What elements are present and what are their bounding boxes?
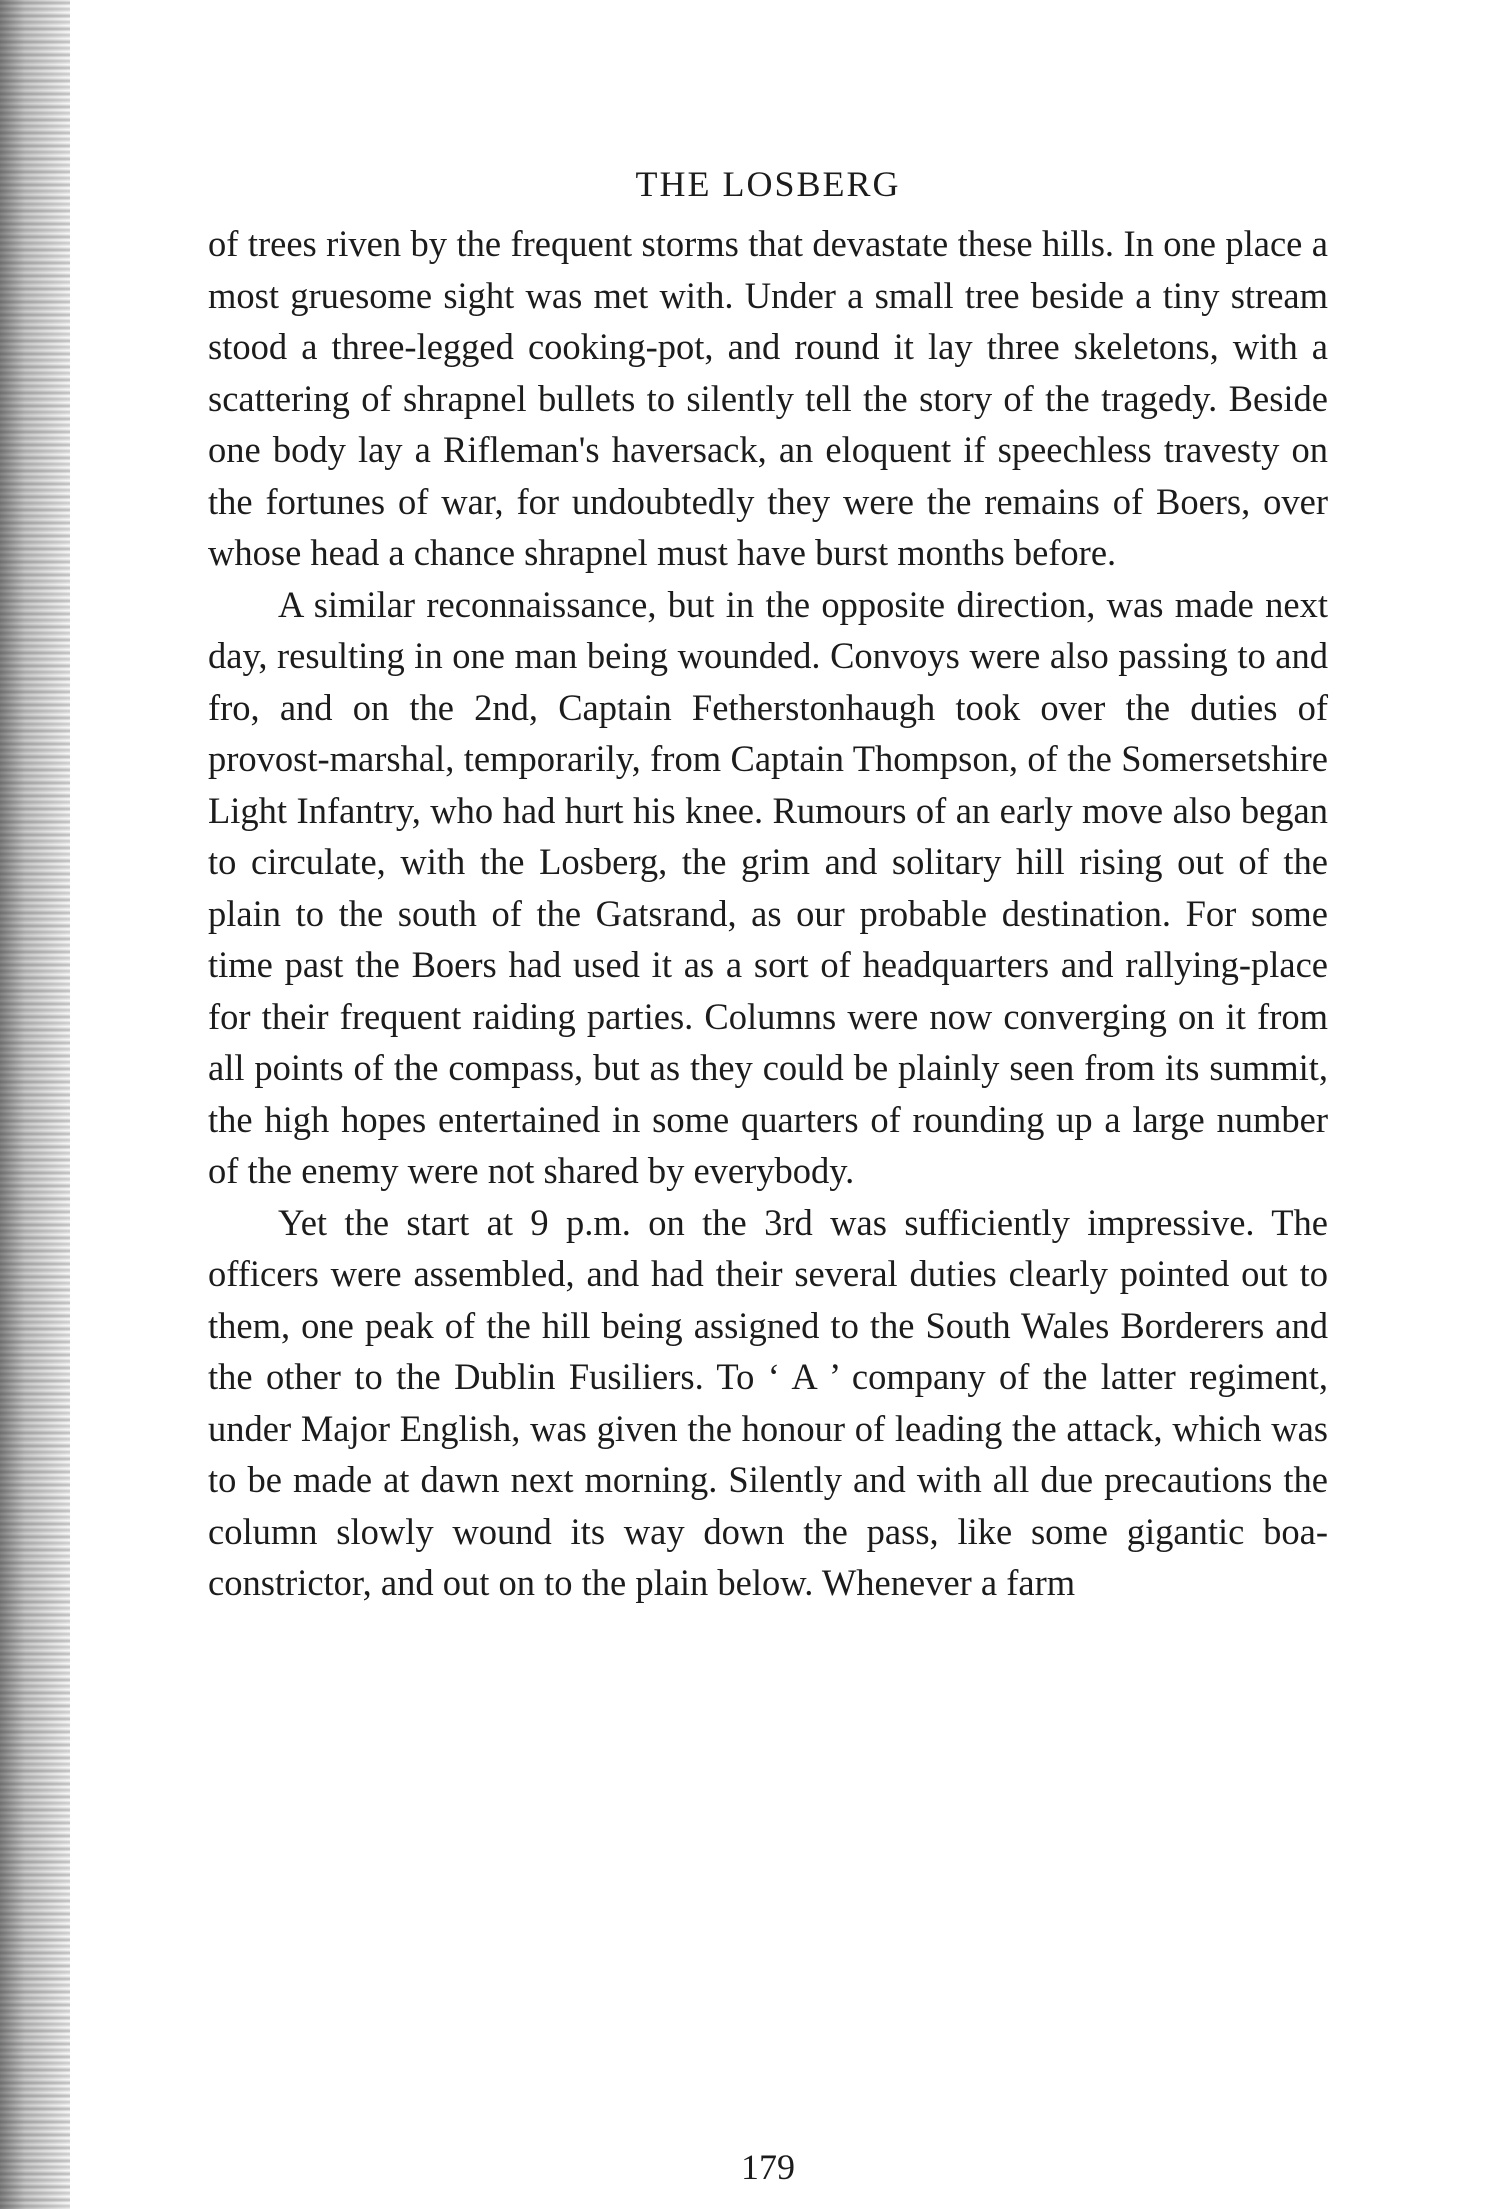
paragraph-continued: of trees riven by the frequent storms that devastate these hills. In one place a most gruesome sight was met with. Under a small tree beside a tiny stream stood a three-legged cooking-pot, and round it lay three skeletons, with a scattering of shrapnel bullets to silently tell the story of the tragedy. Beside one body lay a Rifleman's haversack, an eloquent if speechless travesty on the fortunes of war, for undoubtedly they were the remains of Boers, over whose head a chance shrapnel must have burst months before. xyxy=(208,223,1328,573)
paragraph-start: Yet the start at 9 p.m. on the 3rd was sufficiently impressive. The officers were assembled, and had their several duties clearly pointed out to them, one peak of the hill being assigned to the South Wales Borderers and the other to the Dublin Fusiliers. To ‘ A ’ company of the latter regiment, under Major English, was given the honour of leading the attack, which was to be made at dawn next morning. Silently and with all due precautions the column slowly wound its way down the pass, like some gigantic boa-constrictor, and out on to the plain below. Whenever a farm xyxy=(208,1201,1328,1603)
scanned-binding-edge xyxy=(0,0,70,2209)
page-number: 179 xyxy=(741,2147,795,2187)
running-head: THE LOSBERG xyxy=(635,164,901,204)
paragraph-reconnaissance: A similar reconnaissance, but in the opposite direction, was made next day, resulting in one man being wounded. Convoys were also passing to and fro, and on the 2nd, Captain Fetherstonhaugh took over the duties of provost-marshal, temporarily, from Captain Thompson, of the Somersetshire Light Infantry, who had hurt his knee. Rumours of an early move also began to circulate, with the Losberg, the grim and solitary hill rising out of the plain to the south of the Gatsrand, as our probable destination. For some time past the Boers had used it as a sort of headquarters and rallying-place for their frequent raiding parties. Columns were now converging on it from all points of the compass, but as they could be plainly seen from its summit, the high hopes entertained in some quarters of rounding up a large number of the enemy were not shared by everybody. xyxy=(208,583,1328,1191)
book-page xyxy=(208,160,1328,2187)
body-text xyxy=(208,218,1328,1609)
